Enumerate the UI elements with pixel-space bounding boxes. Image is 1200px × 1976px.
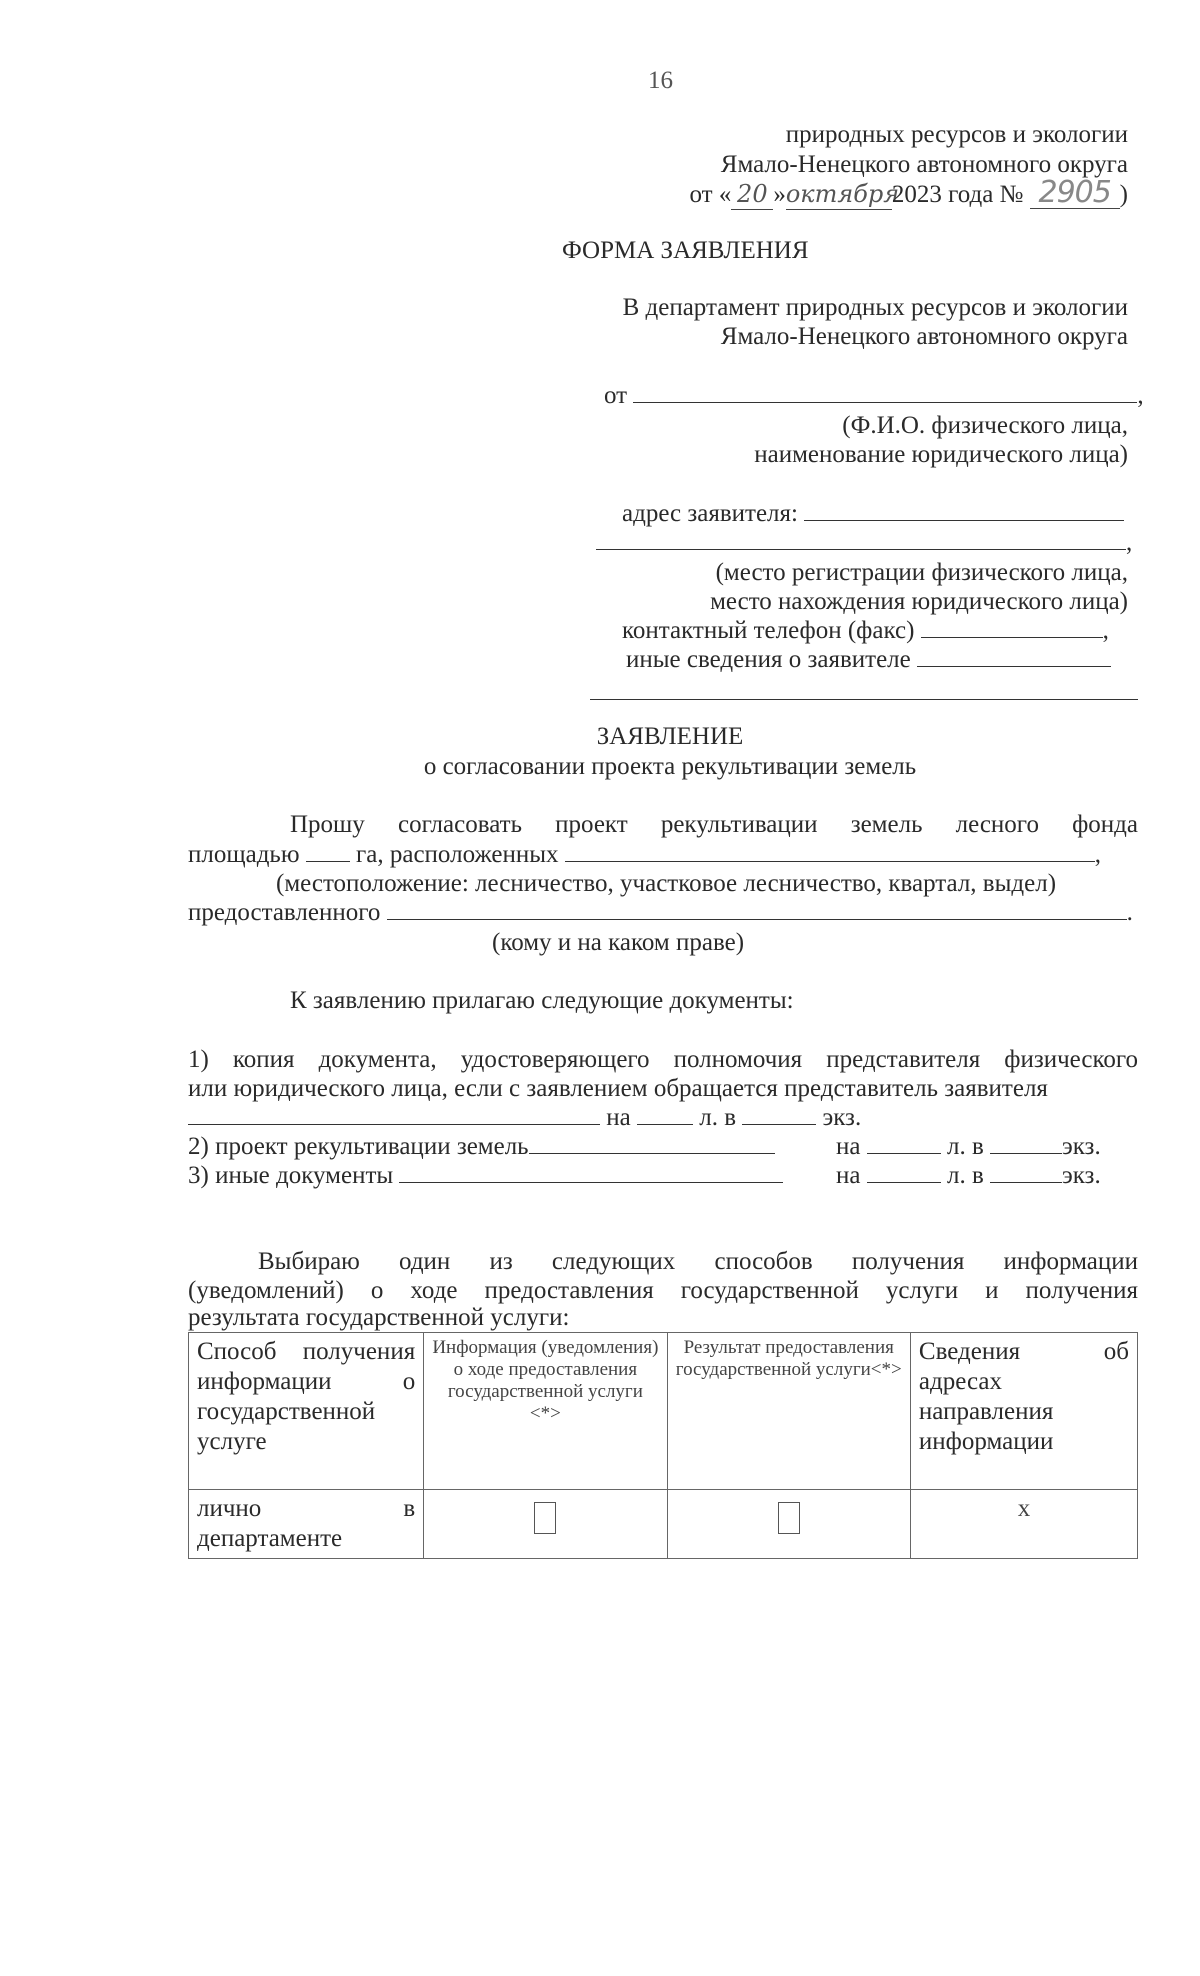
other-blank-2 bbox=[590, 699, 1138, 700]
date-year-text: 2023 года № bbox=[891, 181, 1024, 208]
address-label: адрес заявителя: bbox=[622, 500, 798, 527]
phone-row bbox=[622, 616, 1109, 646]
attachment-1-line-1: 1) копия документа, удостоверяющего полномочия представителя физического bbox=[188, 1046, 1138, 1073]
from-comma: , bbox=[1137, 382, 1144, 409]
address-blank bbox=[804, 500, 1124, 521]
page-number: 16 bbox=[648, 67, 673, 94]
table-header-row bbox=[189, 1333, 1138, 1490]
from-row bbox=[604, 381, 1144, 411]
attachment-2-counts: на л. в экз. bbox=[836, 1133, 1101, 1160]
phone-label: контактный телефон (факс) bbox=[622, 617, 915, 644]
form-title: ФОРМА ЗАЯВЛЕНИЯ bbox=[562, 237, 809, 264]
attachment-1-line-3: на л. в экз. bbox=[188, 1103, 861, 1133]
info-checkbox[interactable] bbox=[534, 1502, 556, 1534]
date-month-handwritten: октября bbox=[785, 180, 900, 208]
area-blank bbox=[306, 841, 350, 862]
provided-blank bbox=[387, 899, 1127, 920]
header-line-2: Ямало-Ненецкого автономного округа bbox=[720, 151, 1128, 178]
location-blank bbox=[565, 841, 1095, 862]
header-date-line bbox=[689, 175, 1128, 210]
address-hint-2: место нахождения юридического лица) bbox=[710, 588, 1128, 615]
date-suffix: ) bbox=[1119, 181, 1128, 208]
date-day-handwritten: 20 bbox=[731, 179, 773, 210]
request-line-2: площадью га, расположенных , bbox=[188, 841, 1102, 868]
attachment-1-line-2: или юридического лица, если с заявлением обращается представитель заявителя bbox=[188, 1075, 1048, 1102]
other-label: иные сведения о заявителе bbox=[626, 646, 911, 673]
attachment-2: 2) проект рекультивации земель bbox=[188, 1132, 775, 1162]
delivery-method-table bbox=[188, 1332, 1138, 1559]
provided-hint: (кому и на каком праве) bbox=[492, 929, 745, 956]
attachment-3-counts: на л. в экз. bbox=[836, 1162, 1101, 1189]
from-label: от bbox=[604, 382, 628, 409]
cell-result bbox=[667, 1490, 910, 1559]
addressee-line-1: В департамент природных ресурсов и экологии bbox=[622, 294, 1128, 321]
attachments-intro: К заявлению прилагаю следующие документы: bbox=[290, 987, 794, 1014]
header-address: Сведения об адресах направления информации bbox=[910, 1333, 1137, 1490]
statement-title: ЗАЯВЛЕНИЕ bbox=[596, 723, 744, 750]
phone-blank bbox=[921, 617, 1103, 638]
address-row bbox=[622, 499, 1124, 529]
header-info: Информация (уведомления) о ходе предоставления государственной услуги <*> bbox=[424, 1333, 667, 1490]
request-line-1: Прошу согласовать проект рекультивации земель лесного фонда bbox=[290, 811, 1138, 838]
request-line-4: предоставленного . bbox=[188, 899, 1133, 926]
header-result: Результат предоставления государственной услуги<*> bbox=[667, 1333, 910, 1490]
address-blank-2 bbox=[596, 529, 1126, 550]
other-blank bbox=[917, 646, 1111, 667]
header-method: Способ получения информации о государственной услуге bbox=[189, 1333, 424, 1490]
cell-address: х bbox=[910, 1490, 1137, 1559]
addressee-line-2: Ямало-Ненецкого автономного округа bbox=[720, 323, 1128, 350]
cell-method: лично в департаменте bbox=[189, 1490, 424, 1559]
cell-info bbox=[424, 1490, 667, 1559]
doc-number-handwritten: 2905 bbox=[1030, 178, 1120, 209]
from-hint-2: наименование юридического лица) bbox=[754, 441, 1128, 468]
phone-comma: , bbox=[1102, 617, 1109, 644]
choose-line-3: результата государственной услуги: bbox=[188, 1304, 570, 1331]
location-hint: (местоположение: лесничество, участковое лесничество, квартал, выдел) bbox=[276, 870, 1057, 897]
from-hint-1: (Ф.И.О. физического лица, bbox=[842, 412, 1128, 439]
header-line-1: природных ресурсов и экологии bbox=[785, 121, 1128, 148]
statement-subtitle: о согласовании проекта рекультивации земель bbox=[423, 753, 917, 780]
choose-line-1: Выбираю один из следующих способов получения информации bbox=[258, 1248, 1138, 1275]
date-mid: » bbox=[773, 181, 786, 208]
result-checkbox[interactable] bbox=[778, 1502, 800, 1534]
other-row bbox=[626, 645, 1111, 675]
address-comma: , bbox=[1126, 529, 1133, 556]
from-blank bbox=[633, 382, 1137, 403]
table-row bbox=[189, 1490, 1138, 1559]
address-row-2 bbox=[596, 528, 1132, 558]
choose-line-2: (уведомлений) о ходе предоставления государственной услуги и получения bbox=[188, 1277, 1138, 1304]
date-prefix: от « bbox=[689, 181, 732, 208]
attachment-3: 3) иные документы bbox=[188, 1161, 783, 1191]
address-hint-1: (место регистрации физического лица, bbox=[715, 559, 1128, 586]
